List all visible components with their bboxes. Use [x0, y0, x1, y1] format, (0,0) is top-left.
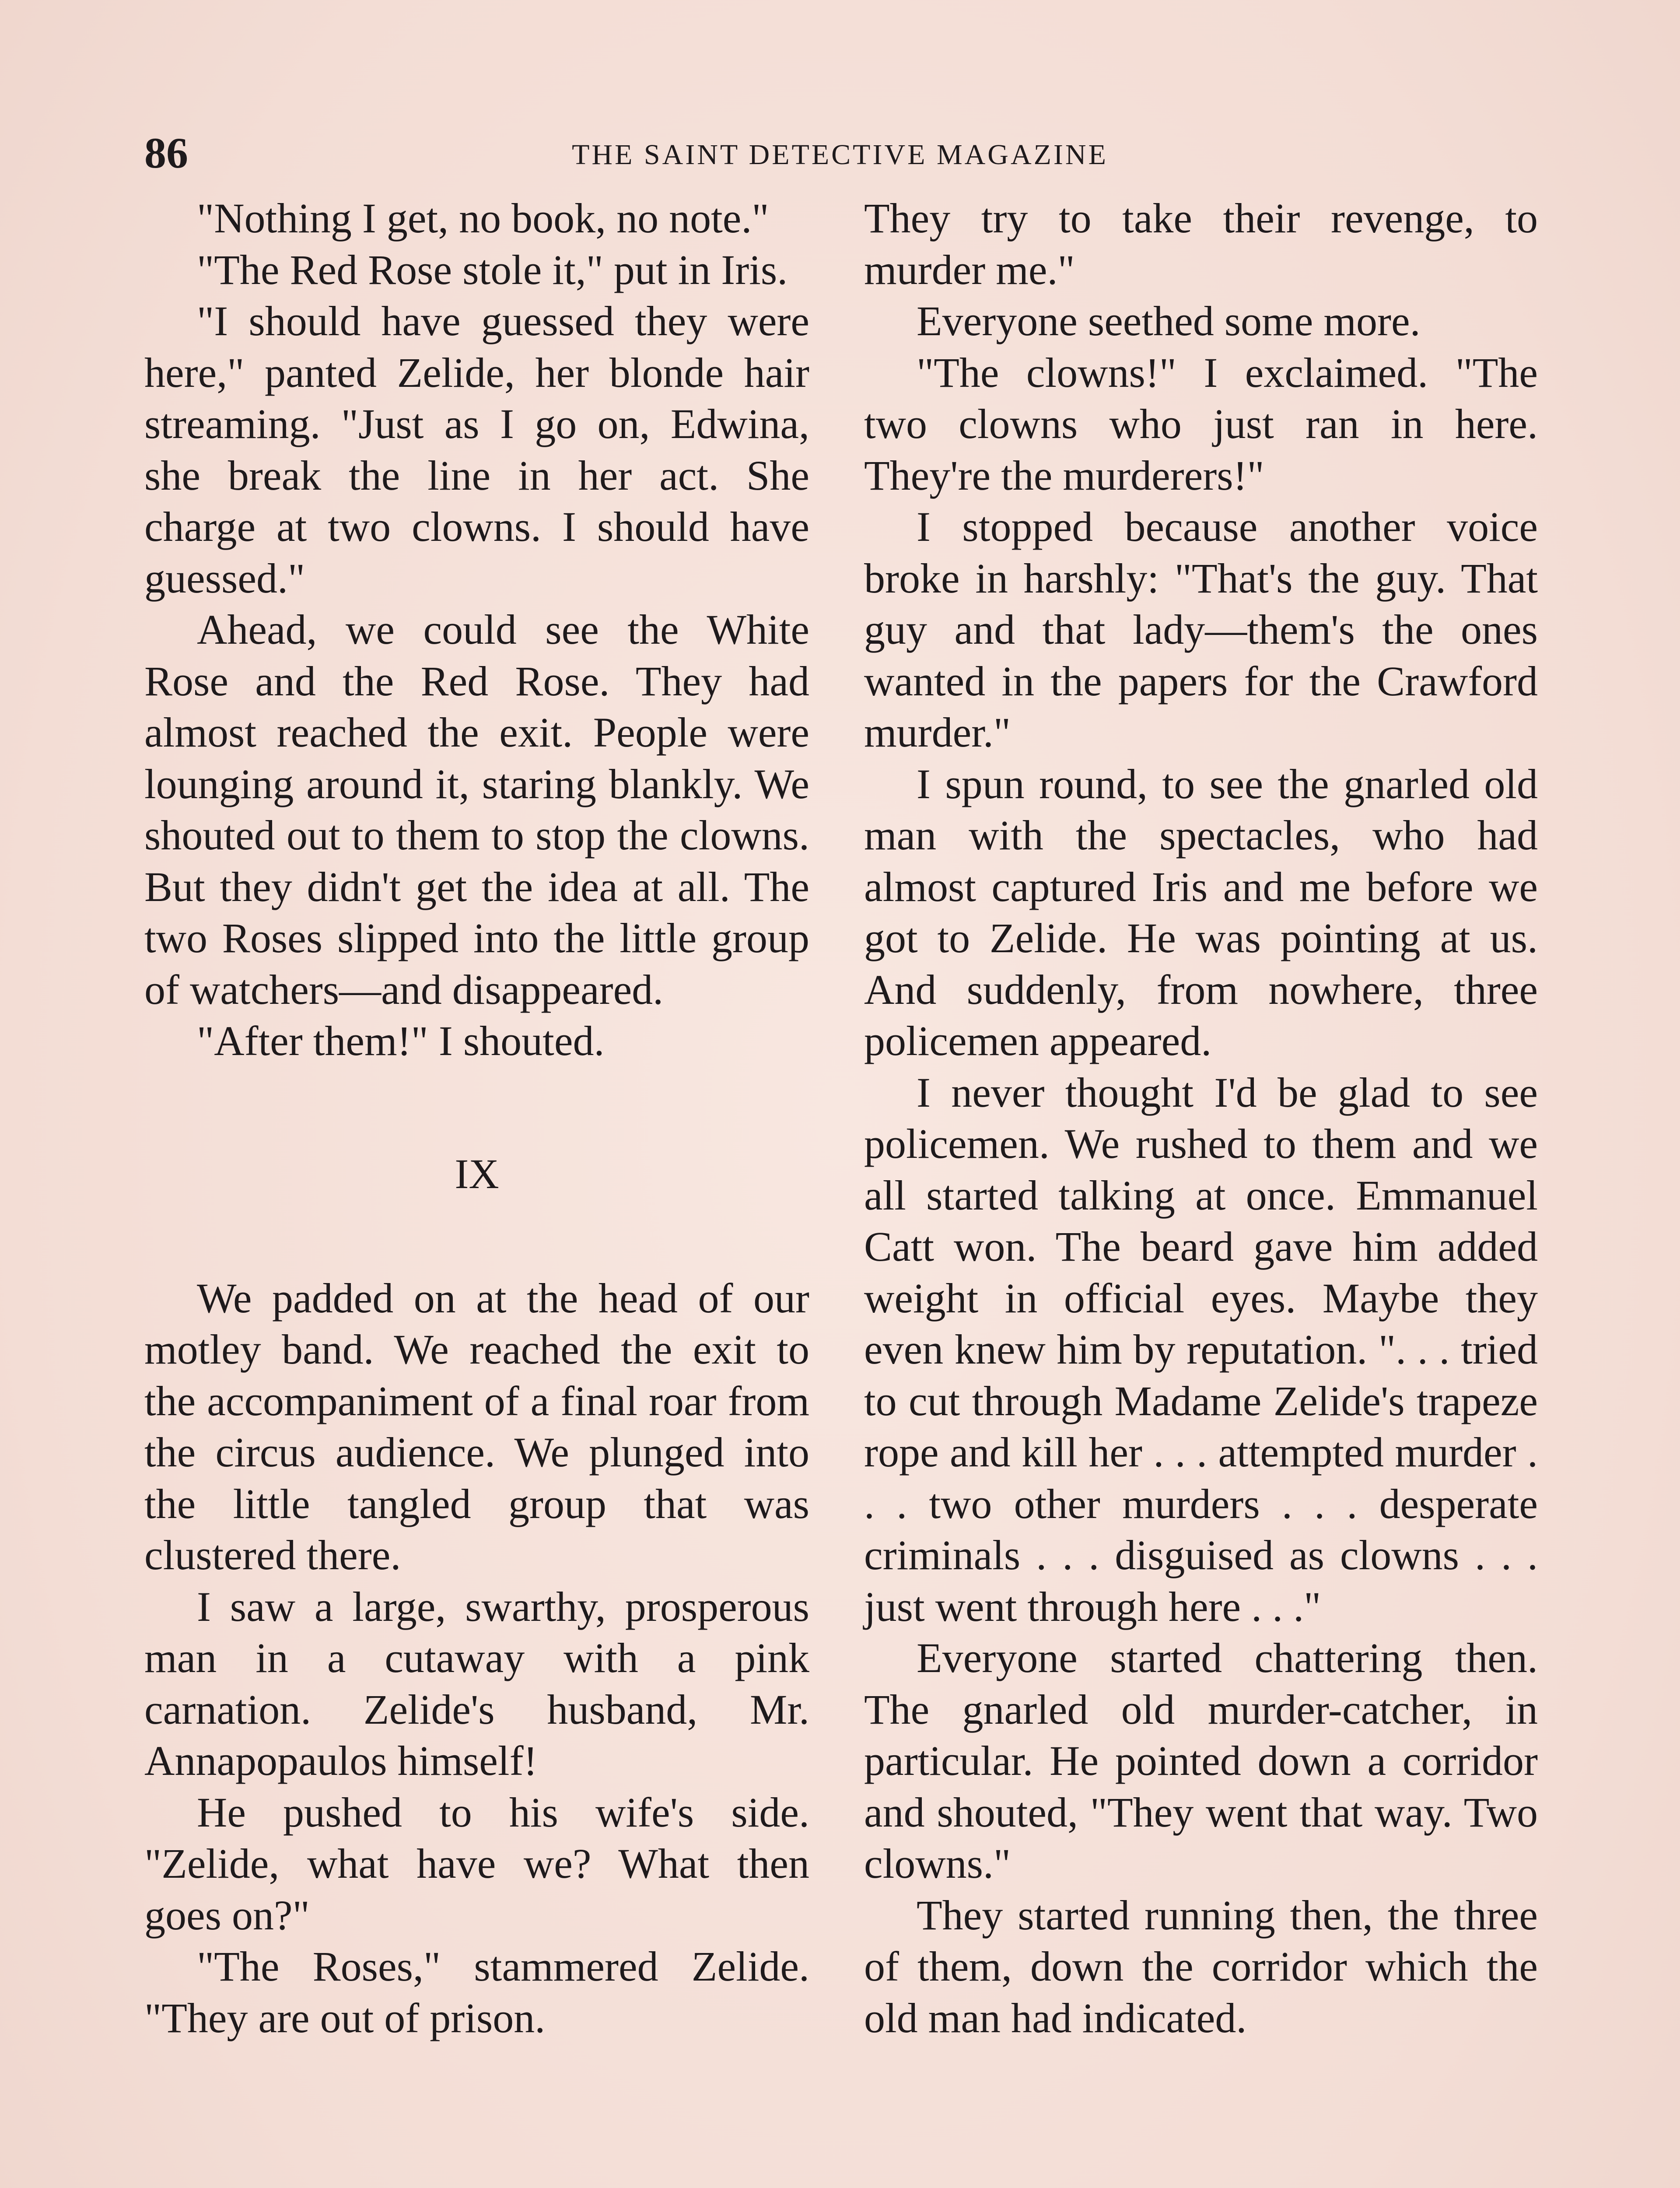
section-heading: IX — [455, 1150, 499, 1197]
paragraph: "The Red Rose stole it," put in Iris. — [197, 246, 788, 293]
paragraph-continued: They try to take their revenge, to murder me." — [864, 195, 1538, 293]
paragraph: "The Roses," stammered Zelide. "They are out of prison. — [144, 1943, 809, 2041]
page-number: 86 — [144, 129, 188, 177]
paragraph: They started running then, the three of them, down the corridor which the old man had indicated. — [864, 1891, 1538, 2041]
page-header — [0, 127, 1680, 179]
paragraph: "Nothing I get, no book, no note." — [197, 195, 769, 242]
paragraph: "I should have guessed they were here," panted Zelide, her blonde hair streaming. "Just as I go on, Edwina, she break the line in her act. She charge at two clowns. I should have guessed." — [144, 298, 809, 602]
paragraph: I never thought I'd be glad to see policemen. We rushed to them and we all started talking at once. Emmanuel Catt won. The beard gave him added weight in official eyes. Maybe they even knew him by reputation. ". . . tried to cut through Madame Zelide's trapeze rope and kill her . . . attempted murder . . . two other murders . . . desperate criminals . . . disguised as clowns . . . just went through here . . ." — [864, 1069, 1538, 1630]
paragraph: Ahead, we could see the White Rose and the Red Rose. They had almost reached the exit. People were lounging around it, staring blankly. We shouted out to them to stop the clowns. But they didn't get the idea at all. The two Roses slipped into the little group of watchers—and disappeared. — [144, 606, 809, 1013]
left-column — [144, 193, 809, 2044]
paragraph: I saw a large, swarthy, prosperous man in a cutaway with a pink carnation. Zelide's husband, Mr. Annapopaulos himself! — [144, 1583, 809, 1784]
paragraph: He pushed to his wife's side. "Zelide, what have we? What then goes on?" — [144, 1788, 809, 1939]
paragraph: I spun round, to see the gnarled old man with the spectacles, who had almost captured Iris and me before we got to Zelide. He was pointing at us. And suddenly, from nowhere, three policemen appeared. — [864, 760, 1538, 1064]
running-head: THE SAINT DETECTIVE MAGAZINE — [572, 139, 1108, 171]
paragraph: Everyone seethed some more. — [917, 298, 1421, 344]
paragraph: "After them!" I shouted. — [197, 1017, 605, 1064]
paragraph: Everyone started chattering then. The gnarled old murder-catcher, in particular. He pointed down a corridor and shouted, "They went that way. Two clowns." — [864, 1634, 1538, 1887]
paragraph: We padded on at the head of our motley band. We reached the exit to the accompaniment of a final roar from the circus audience. We plunged into the little tangled group that was clustered there. — [144, 1274, 809, 1578]
right-column — [864, 193, 1538, 2044]
paragraph: I stopped because another voice broke in harshly: "That's the guy. That guy and that lady—them's the ones wanted in the papers for the Crawford murder." — [864, 503, 1538, 756]
paragraph: "The clowns!" I exclaimed. "The two clowns who just ran in here. They're the murderers!" — [864, 349, 1538, 499]
